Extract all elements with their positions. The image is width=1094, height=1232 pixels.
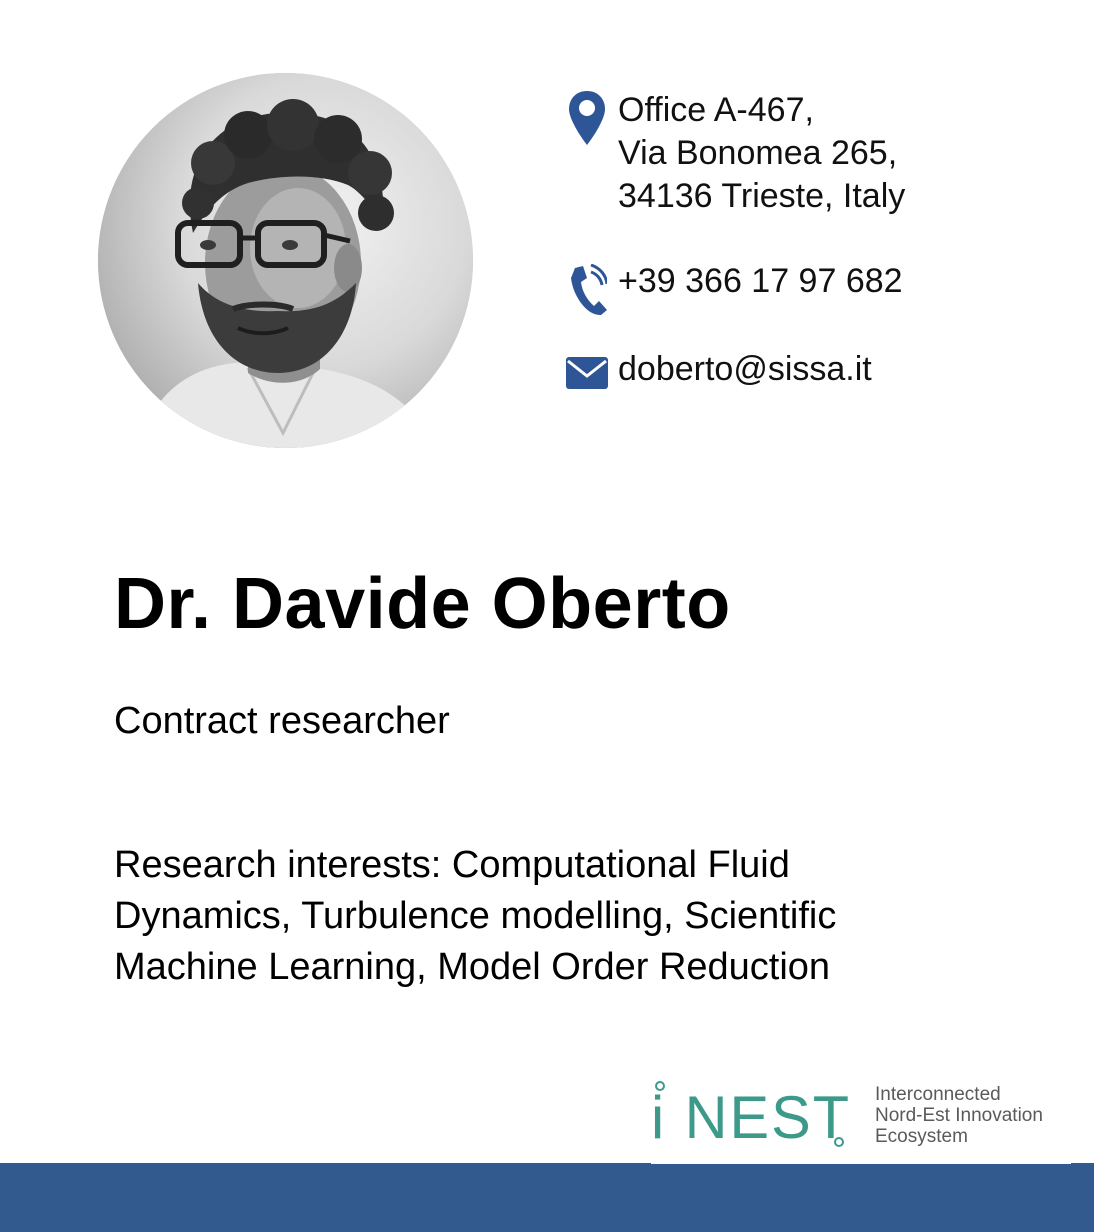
phone-icon xyxy=(556,260,618,316)
tagline-line: Interconnected xyxy=(875,1084,1001,1105)
contact-email-row xyxy=(556,348,872,404)
address-line: 34136 Trieste, Italy xyxy=(618,177,906,215)
tagline-line: Nord-Est Innovation xyxy=(875,1105,1043,1126)
inest-tagline xyxy=(875,1084,1043,1147)
profile-photo xyxy=(98,73,473,448)
person-name: Dr. Davide Oberto xyxy=(114,564,731,644)
footer-bar xyxy=(0,1163,1094,1232)
office-address xyxy=(618,89,905,218)
interests-line: Research interests: Computational Fluid xyxy=(114,844,790,886)
inest-logo-mark xyxy=(651,1078,861,1150)
map-pin-icon xyxy=(556,89,618,145)
interests-line: Machine Learning, Model Order Reduction xyxy=(114,946,831,988)
contact-phone-row xyxy=(556,260,903,316)
address-line: Via Bonomea 265, xyxy=(618,134,898,172)
interests-line: Dynamics, Turbulence modelling, Scientific xyxy=(114,895,837,937)
job-title: Contract researcher xyxy=(114,700,450,742)
contact-address-row xyxy=(556,89,905,218)
email-link[interactable]: doberto@sissa.it xyxy=(618,350,872,388)
inest-logo xyxy=(651,1078,1071,1164)
portrait-illustration xyxy=(98,73,473,448)
phone-number[interactable]: +39 366 17 97 682 xyxy=(618,262,903,300)
address-line: Office A-467, xyxy=(618,91,814,129)
envelope-icon xyxy=(556,348,618,404)
research-interests xyxy=(114,840,1014,993)
tagline-line: Ecosystem xyxy=(875,1126,968,1147)
inest-wordmark: i NEST xyxy=(651,1084,851,1150)
